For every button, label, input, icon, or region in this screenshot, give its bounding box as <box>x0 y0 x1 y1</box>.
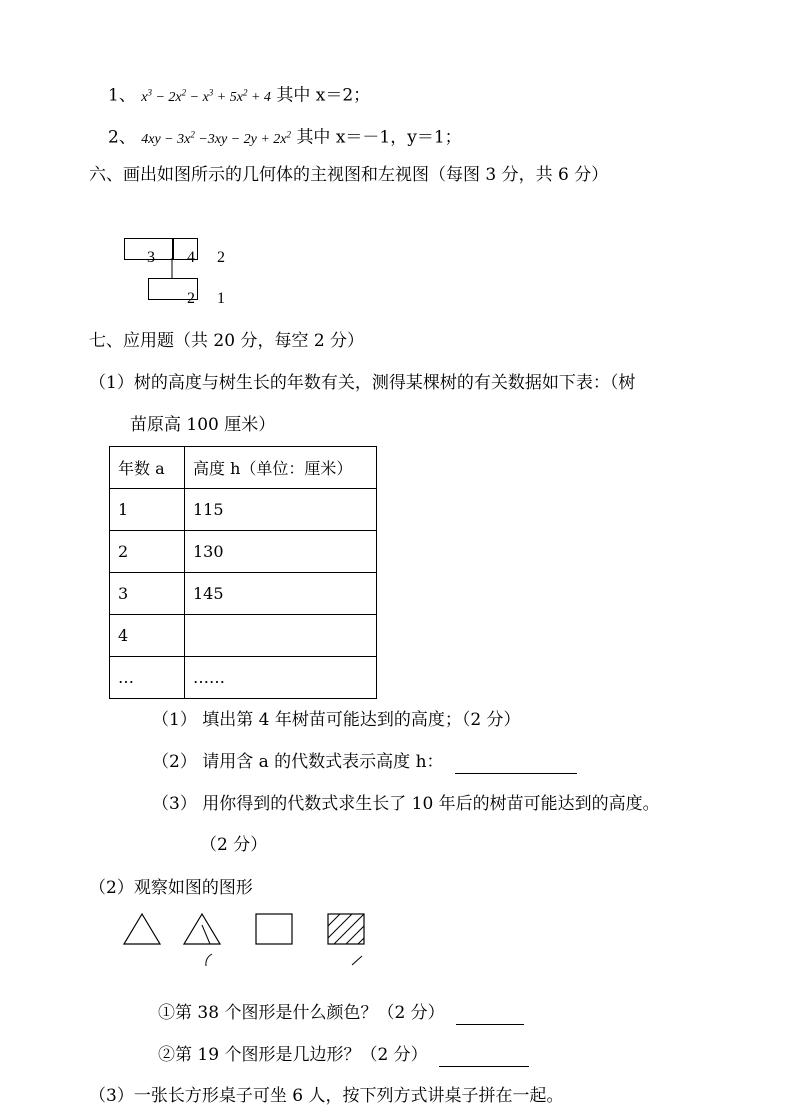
problem-1-number: 1、 <box>108 85 136 106</box>
shape-question-2 <box>158 1043 529 1067</box>
figure-label-2-bottom: 2 <box>187 290 195 307</box>
continuation-mark-1 <box>206 954 212 966</box>
problem-2-condition: 其中 x＝－1，y＝1； <box>296 127 462 148</box>
section-6-title: 六、画出如图所示的几何体的主视图和左视图（每图 3 分，共 6 分） <box>89 165 609 185</box>
shape-question-1 <box>158 1001 524 1025</box>
triangle-shape-2 <box>184 914 220 944</box>
problem-7-2-title: （2）观察如图的图形 <box>89 878 253 898</box>
continuation-mark-2 <box>352 956 362 965</box>
table-cell: 3 <box>110 573 185 615</box>
triangle-inner-line <box>202 925 210 944</box>
subquestion-1: （1） 填出第 4 年树苗可能达到的高度；（2 分） <box>152 710 521 730</box>
table-cell: …… <box>185 657 377 699</box>
subquestion-3: （3） 用你得到的代数式求生长了 10 年后的树苗可能达到的高度。 <box>152 794 660 814</box>
problem-7-1-line2: 苗原高 100 厘米） <box>130 415 276 435</box>
table-cell: … <box>110 657 185 699</box>
table-cell: 115 <box>185 489 377 531</box>
shape-question-2-text: 第 19 个图形是几边形？（2 分） <box>175 1045 428 1065</box>
figure-label-2-top: 2 <box>217 249 225 266</box>
shape-question-1-text: 第 38 个图形是什么颜色？（2 分） <box>175 1003 445 1023</box>
square-shape-1 <box>256 914 292 944</box>
triangle-shape-1 <box>124 914 160 944</box>
problem-2-number: 2、 <box>108 127 136 148</box>
circled-number-2: ② <box>158 1045 175 1065</box>
figure-label-1: 1 <box>217 290 225 307</box>
problem-1-condition: 其中 x＝2； <box>276 85 371 106</box>
table-header-years: 年数 a <box>110 447 185 489</box>
table-cell: 145 <box>185 573 377 615</box>
circled-number-1: ① <box>158 1003 175 1023</box>
answer-blank-polygon[interactable] <box>439 1048 529 1067</box>
section-7-title: 七、应用题（共 20 分，每空 2 分） <box>89 331 365 351</box>
hatched-square-shape <box>328 914 364 944</box>
figure-label-4: 4 <box>187 249 195 266</box>
problem-7-1-line1: （1）树的高度与树生长的年数有关，测得某棵树的有关数据如下表：（树 <box>89 373 636 393</box>
table-cell: 130 <box>185 531 377 573</box>
problem-7-3-title: （3）一张长方形桌子可坐 6 人，按下列方式讲桌子拼在一起。 <box>89 1086 564 1106</box>
problem-2-expression: $4xy - 3x^2 -3xy - 2y + 2x^2$ <box>141 129 292 147</box>
table-cell: 1 <box>110 489 185 531</box>
table-cell: 2 <box>110 531 185 573</box>
table-header-height: 高度 h（单位：厘米） <box>185 447 377 489</box>
answer-blank-color[interactable] <box>456 1006 524 1025</box>
table-cell: 4 <box>110 615 185 657</box>
subquestion-2-text: （2） 请用含 a 的代数式表示高度 h： <box>152 752 444 772</box>
problem-1-expression: $x^3 - 2x^2 - x^3 + 5x^2 + 4$ <box>141 87 271 105</box>
figure-label-3: 3 <box>147 249 155 266</box>
subquestion-3-points: （2 分） <box>200 835 268 855</box>
